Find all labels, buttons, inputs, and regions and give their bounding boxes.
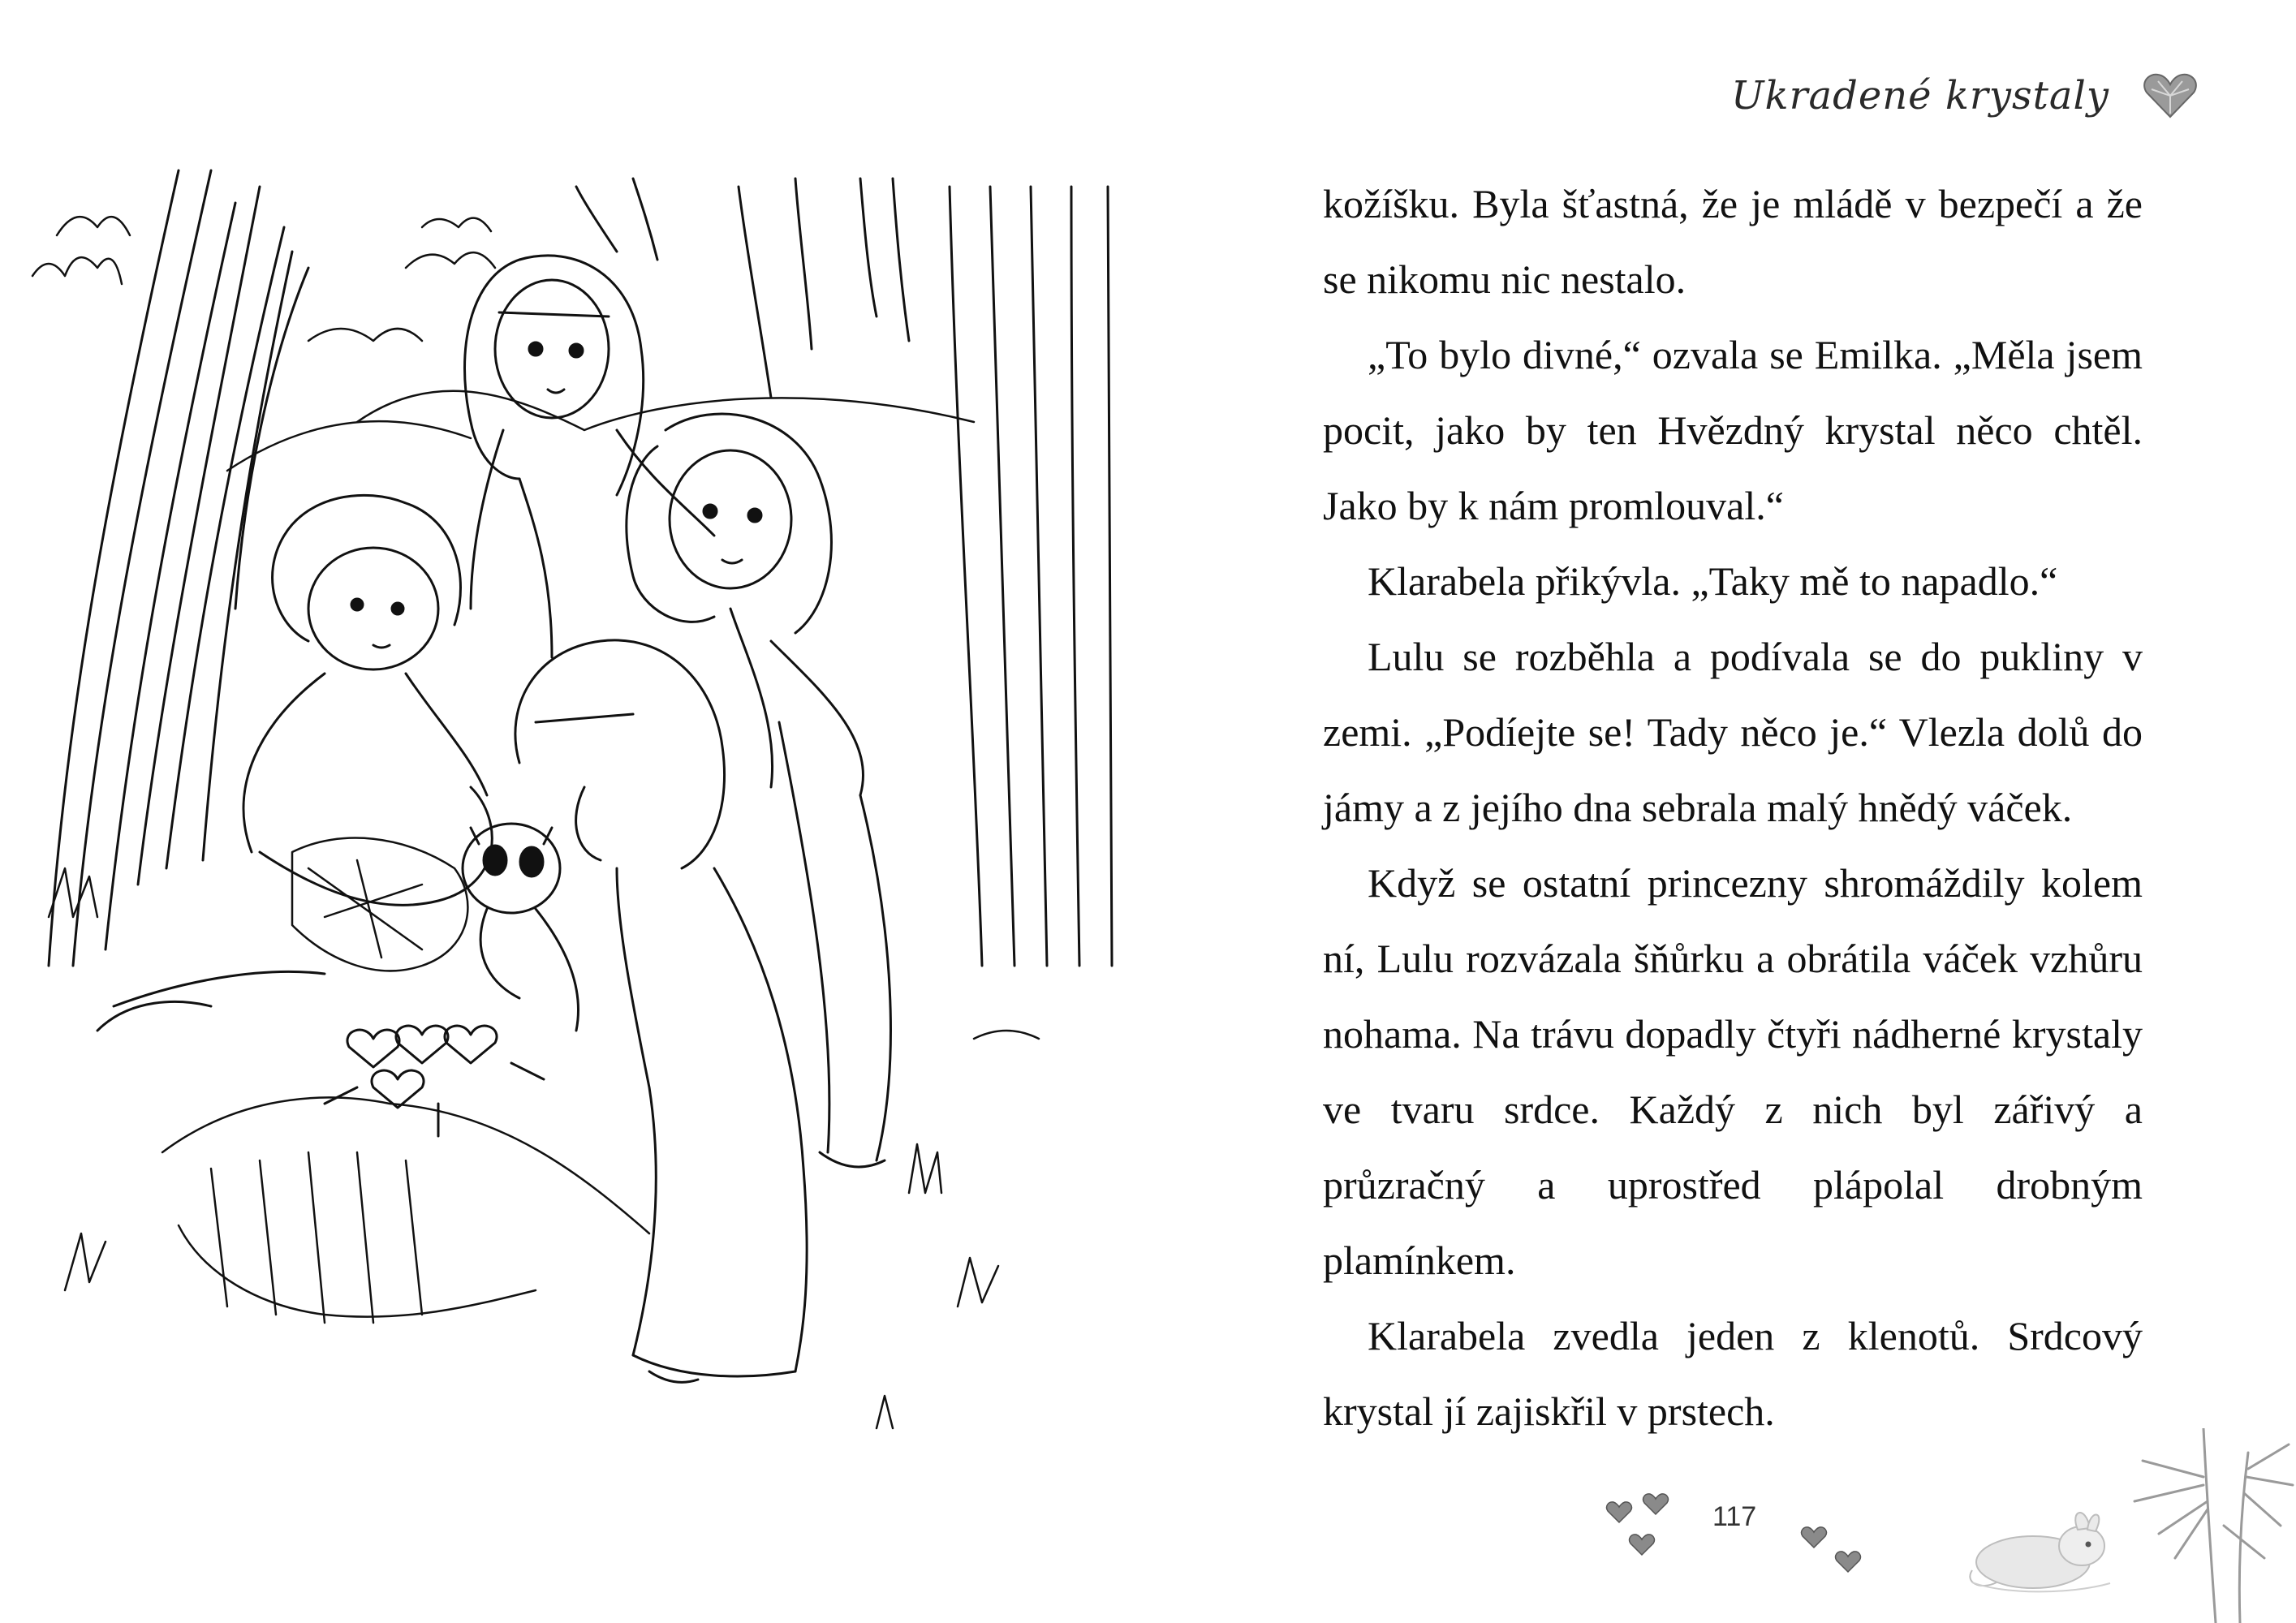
paragraph: kožíšku. Byla šťastná, že je mládě v bezpečí a že se nikomu nic nestalo. bbox=[1323, 181, 2143, 302]
paragraph: Klarabela přikývla. „Taky mě to napadlo.“ bbox=[1368, 558, 2058, 604]
page-number: 117 bbox=[1712, 1501, 1757, 1532]
bamboo-icon bbox=[2126, 1428, 2296, 1623]
girl-curly-right bbox=[627, 414, 890, 1167]
paragraph: Klarabela zvedla jeden z klenotů. Srdcový krystal jí zajiskřil v prstech. bbox=[1323, 1313, 2143, 1434]
running-title: Ukradené krystaly bbox=[1731, 73, 2109, 118]
leaf-clusters bbox=[32, 217, 495, 341]
heart-crystal-icon bbox=[2142, 71, 2199, 120]
body-text bbox=[1323, 166, 2143, 1449]
girl-front-center bbox=[515, 640, 807, 1382]
hearts-icon bbox=[1603, 1492, 1692, 1565]
ground-grass bbox=[49, 868, 1039, 1428]
hearts-icon bbox=[1798, 1522, 1871, 1578]
paragraph: „To bylo divné,“ ozvala se Emilka. „Měla jsem pocit, jako by ten Hvězdný krystal něco chtěl. Jako by k nám promlouval.“ bbox=[1323, 332, 2143, 528]
paragraph: Lulu se rozběhla a podívala se do pukliny v zemi. „Podíejte se! Tady něco je.“ Vlezla dolů do jámy a z jejího dna sebrala malý hnědý váček. bbox=[1323, 634, 2143, 830]
paragraph: Když se ostatní princezny shromáždily kolem ní, Lulu rozvázala šňůrku a obrátila váček vzhůru nohama. Na trávu dopadly čtyři nádherné krystaly ve tvaru srdce. Každý z nich byl zářivý a průzračný a uprostřed plápolal drobným plamínkem. bbox=[1323, 860, 2143, 1283]
bunny-icon bbox=[1956, 1505, 2118, 1599]
chapter-illustration bbox=[16, 154, 1136, 1469]
girl-kneeling-left bbox=[97, 495, 492, 1031]
baby-panda bbox=[463, 824, 579, 1031]
heart-crystals bbox=[325, 1026, 544, 1136]
girl-standing-back bbox=[465, 256, 715, 657]
running-header bbox=[1731, 71, 2199, 120]
